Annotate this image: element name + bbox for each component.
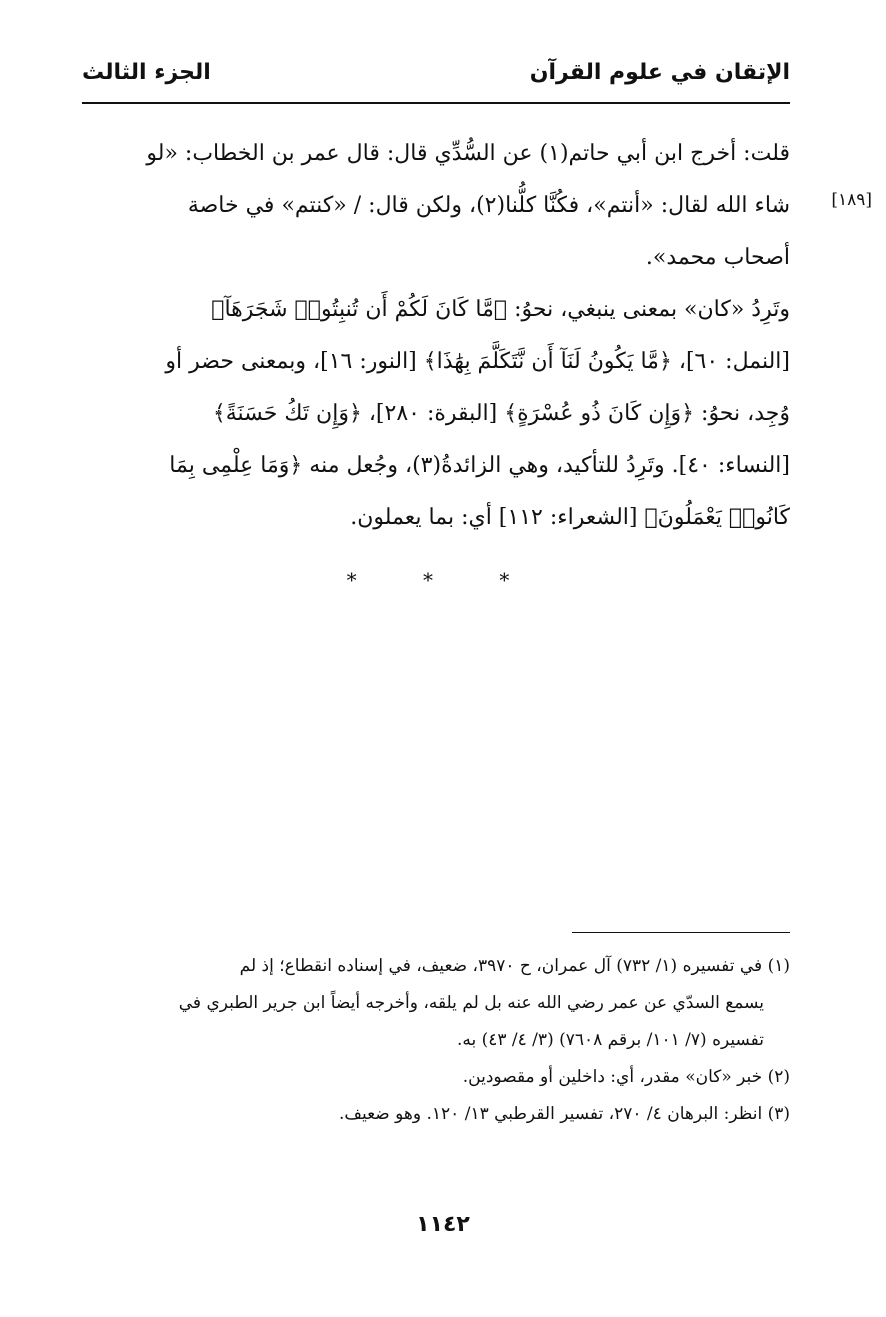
main-text (82, 128, 790, 544)
text-line: وُجِد، نحوُ: ﴿وَإِن كَانَ ذُو عُسْرَةٍ﴾ [البقرة: ٢٨٠]، ﴿وَإِن تَكُ حَسَنَةً﴾ (212, 401, 790, 426)
footnote-1: (١) في تفسيره (١/ ٧٣٢) آل عمران، ح ٣٩٧٠، ضعيف، في إسناده انقطاع؛ إذ لم (239, 956, 790, 976)
book-title: الإتقان في علوم القرآن (529, 60, 790, 85)
footnotes (82, 948, 790, 1133)
footnote-2: (٢) خبر «كان» مقدر، أي: داخلين أو مقصودين. (462, 1067, 790, 1087)
text-line: كَانُوا۟ يَعْمَلُونَ﴾ [الشعراء: ١١٢] أي: بما يعملون. (350, 505, 790, 530)
text-line: أصحاب محمد». (645, 245, 790, 270)
volume-label: الجزء الثالث (82, 60, 211, 85)
text-line: قلت: أخرج ابن أبي حاتم(١) عن السُّدِّي قال: قال عمر بن الخطاب: «لو (146, 141, 790, 166)
footnote-divider (572, 932, 790, 933)
footnote-3: (٣) انظر: البرهان ٤/ ٢٧٠، تفسير القرطبي ١٣/ ١٢٠. وهو ضعيف. (338, 1104, 790, 1124)
margin-page-reference: [١٨٩] (831, 190, 872, 210)
text-line: [النمل: ٦٠]، ﴿مَّا يَكُونُ لَنَآ أَن نَّتَكَلَّمَ بِهَٰذَا﴾ [النور: ١٦]، وبمعنى حضر أو (165, 349, 790, 374)
header-divider (82, 102, 790, 104)
section-separator: * * * (346, 568, 540, 592)
running-header (82, 60, 790, 100)
text-line: وتَرِدُ «كان» بمعنى ينبغي، نحوُ: ﴿مَّا كَانَ لَكُمْ أَن تُنبِتُوا۟ شَجَرَهَآ﴾ (211, 297, 790, 322)
page-number: ١١٤٢ (416, 1212, 470, 1237)
text-line: [النساء: ٤٠]. وتَرِدُ للتأكيد، وهي الزائدةُ(٣)، وجُعل منه ﴿وَمَا عِلْمِى بِمَا (169, 453, 790, 478)
footnote-1-continuation: يسمع السدّي عن عمر رضي الله عنه بل لم يلقه، وأخرجه أيضاً ابن جرير الطبري في (178, 993, 764, 1013)
text-line: شاء الله لقال: «أنتم»، فكُنَّا كلُّنا(٢)، ولكن قال: / «كنتم» في خاصة (187, 193, 790, 218)
footnote-1-continuation: تفسيره (٧/ ١٠١/ برقم ٧٦٠٨) (٣/ ٤/ ٤٣) به. (456, 1030, 764, 1050)
